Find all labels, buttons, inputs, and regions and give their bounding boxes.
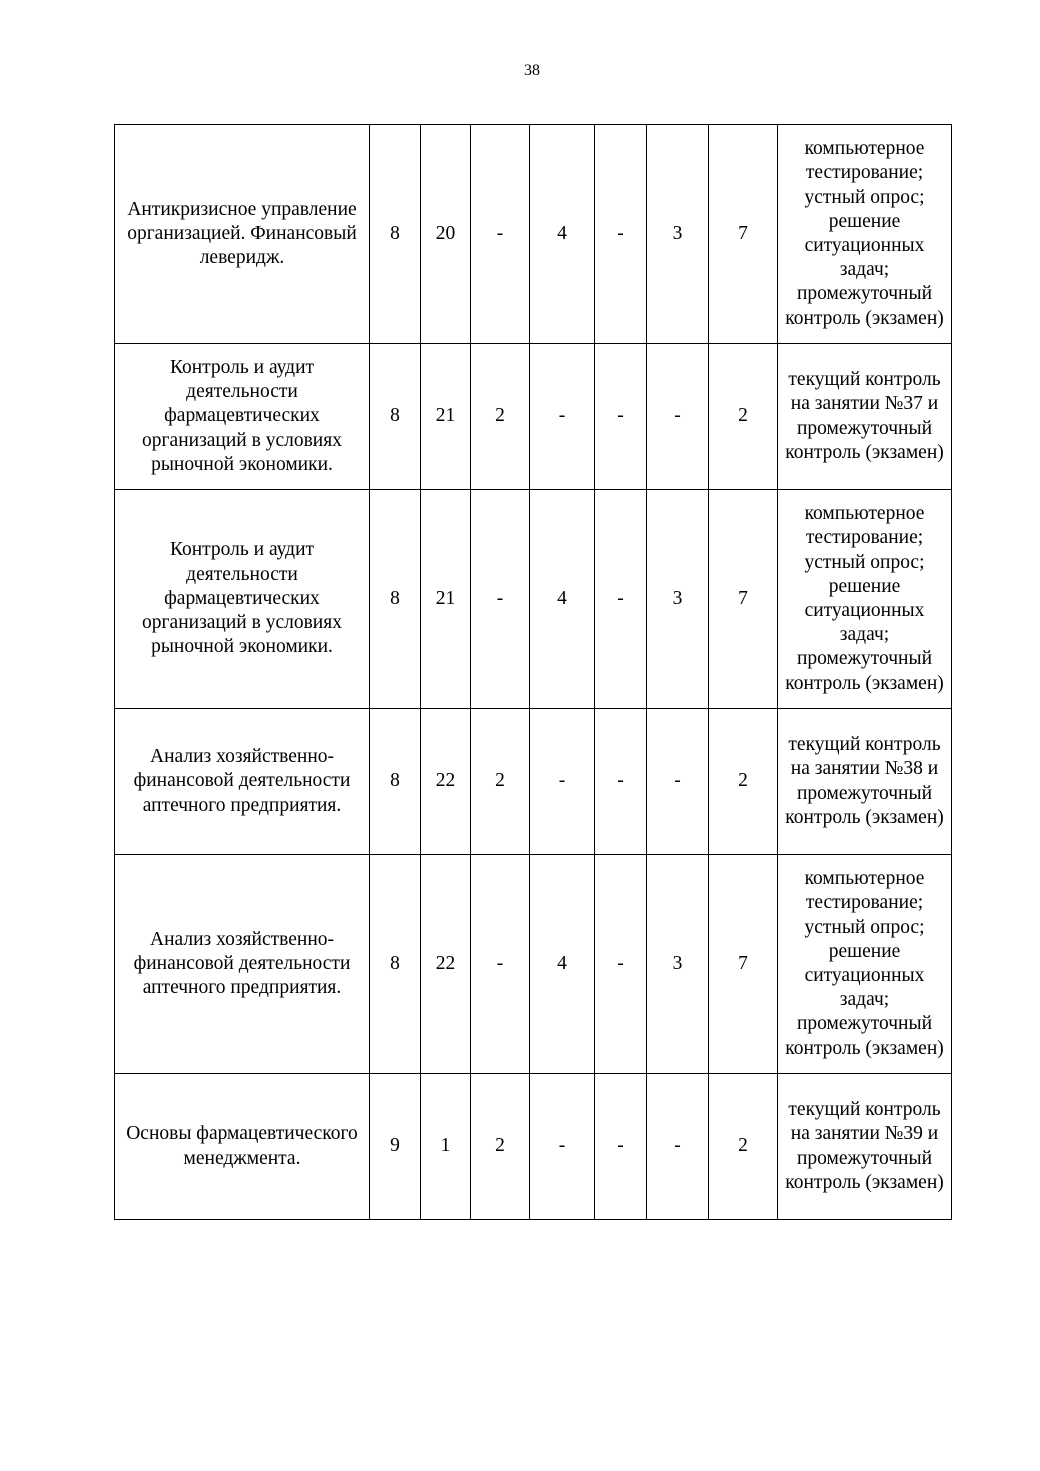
table-row	[115, 709, 952, 855]
lecture-hours-cell: 2	[471, 1074, 530, 1220]
total-hours-cell: 7	[709, 855, 778, 1074]
table-row	[115, 344, 952, 490]
practice-hours-cell: -	[530, 709, 595, 855]
total-hours-cell: 2	[709, 1074, 778, 1220]
control-form-cell: компьютерное тестирование; устный опрос; решение ситуационных задач; промежуточный контроль (экзамен)	[778, 125, 952, 344]
page-number: 38	[524, 62, 540, 79]
semester-cell: 8	[370, 490, 421, 709]
total-hours-cell: 7	[709, 490, 778, 709]
lesson-number-cell: 20	[421, 125, 471, 344]
lecture-hours-cell: -	[471, 855, 530, 1074]
practice-hours-cell: -	[530, 1074, 595, 1220]
self-study-hours-cell: 3	[647, 490, 709, 709]
table-row	[115, 1074, 952, 1220]
control-form-cell: компьютерное тестирование; устный опрос; решение ситуационных задач; промежуточный контроль (экзамен)	[778, 490, 952, 709]
practice-hours-cell: 4	[530, 490, 595, 709]
semester-cell: 8	[370, 344, 421, 490]
total-hours-cell: 7	[709, 125, 778, 344]
lab-hours-cell: -	[595, 709, 647, 855]
lecture-hours-cell: -	[471, 125, 530, 344]
lecture-hours-cell: -	[471, 490, 530, 709]
topic-cell: Антикризисное управление организацией. Финансовый леверидж.	[115, 125, 370, 344]
total-hours-cell: 2	[709, 344, 778, 490]
lab-hours-cell: -	[595, 1074, 647, 1220]
lecture-hours-cell: 2	[471, 344, 530, 490]
control-form-cell: текущий контроль на занятии №37 и промежуточный контроль (экзамен)	[778, 344, 952, 490]
semester-cell: 8	[370, 125, 421, 344]
self-study-hours-cell: 3	[647, 125, 709, 344]
total-hours-cell: 2	[709, 709, 778, 855]
table-row	[115, 855, 952, 1074]
practice-hours-cell: 4	[530, 855, 595, 1074]
lab-hours-cell: -	[595, 344, 647, 490]
lesson-number-cell: 22	[421, 709, 471, 855]
control-form-cell: текущий контроль на занятии №38 и промежуточный контроль (экзамен)	[778, 709, 952, 855]
self-study-hours-cell: -	[647, 709, 709, 855]
topic-cell: Анализ хозяйственно-финансовой деятельности аптечного предприятия.	[115, 855, 370, 1074]
self-study-hours-cell: -	[647, 1074, 709, 1220]
curriculum-table	[114, 124, 952, 1220]
practice-hours-cell: 4	[530, 125, 595, 344]
lecture-hours-cell: 2	[471, 709, 530, 855]
practice-hours-cell: -	[530, 344, 595, 490]
lesson-number-cell: 22	[421, 855, 471, 1074]
lab-hours-cell: -	[595, 125, 647, 344]
table-row	[115, 490, 952, 709]
topic-cell: Контроль и аудит деятельности фармацевтических организаций в условиях рыночной экономики.	[115, 490, 370, 709]
self-study-hours-cell: 3	[647, 855, 709, 1074]
lesson-number-cell: 1	[421, 1074, 471, 1220]
lab-hours-cell: -	[595, 490, 647, 709]
lesson-number-cell: 21	[421, 344, 471, 490]
topic-cell: Контроль и аудит деятельности фармацевтических организаций в условиях рыночной экономики.	[115, 344, 370, 490]
lesson-number-cell: 21	[421, 490, 471, 709]
control-form-cell: компьютерное тестирование; устный опрос; решение ситуационных задач; промежуточный контроль (экзамен)	[778, 855, 952, 1074]
table-row	[115, 125, 952, 344]
topic-cell: Основы фармацевтического менеджмента.	[115, 1074, 370, 1220]
control-form-cell: текущий контроль на занятии №39 и промежуточный контроль (экзамен)	[778, 1074, 952, 1220]
semester-cell: 8	[370, 709, 421, 855]
topic-cell: Анализ хозяйственно-финансовой деятельности аптечного предприятия.	[115, 709, 370, 855]
semester-cell: 8	[370, 855, 421, 1074]
semester-cell: 9	[370, 1074, 421, 1220]
lab-hours-cell: -	[595, 855, 647, 1074]
self-study-hours-cell: -	[647, 344, 709, 490]
